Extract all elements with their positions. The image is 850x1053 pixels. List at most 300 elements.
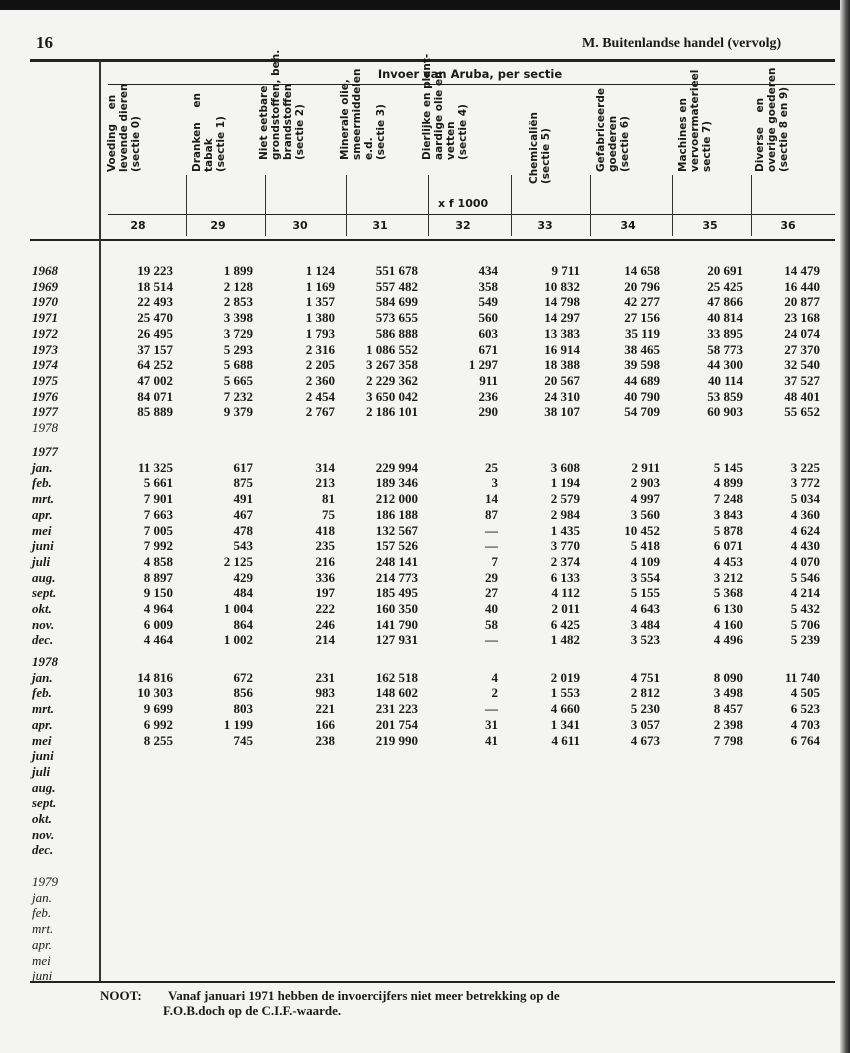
table-cell: 6 133 bbox=[550, 569, 580, 585]
table-cell: 27 156 bbox=[624, 310, 660, 326]
table-cell: 2 205 bbox=[305, 357, 335, 373]
row-label: aug. bbox=[32, 569, 56, 585]
table-cell: 6 992 bbox=[143, 716, 173, 732]
table-cell: 4 160 bbox=[713, 616, 743, 632]
row-label: mei bbox=[32, 952, 51, 968]
table-cell: 26 495 bbox=[137, 325, 173, 341]
table-cell: 551 678 bbox=[375, 263, 418, 278]
table-cell: 58 773 bbox=[707, 341, 743, 357]
table-cell: 11 325 bbox=[137, 459, 173, 475]
row-label: 1974 bbox=[32, 357, 58, 373]
column-number: 34 bbox=[620, 219, 636, 232]
table-cell: 54 709 bbox=[624, 404, 660, 420]
column-number: 30 bbox=[292, 219, 308, 232]
table-cell: 18 514 bbox=[137, 278, 173, 294]
row-label: mei bbox=[32, 732, 52, 748]
table-cell: 4 430 bbox=[790, 538, 820, 554]
table-cell: 9 699 bbox=[143, 701, 173, 717]
row-label: 1973 bbox=[32, 341, 58, 357]
table-cell: 6 009 bbox=[143, 616, 173, 632]
table-cell: 4 464 bbox=[143, 632, 173, 648]
table-cell: 3 523 bbox=[630, 632, 660, 648]
table-cell: 7 232 bbox=[223, 388, 253, 404]
row-label: okt. bbox=[32, 601, 52, 616]
row-label: juni bbox=[32, 538, 54, 554]
table-cell: 236 bbox=[478, 388, 498, 404]
table-cell: 1 793 bbox=[305, 325, 335, 341]
table-cell: 3 498 bbox=[713, 685, 743, 701]
table-cell: 13 383 bbox=[544, 325, 580, 341]
row-label: jan. bbox=[32, 669, 53, 685]
table-cell: 24 310 bbox=[544, 388, 580, 404]
row-label: nov. bbox=[32, 826, 55, 842]
table-cell: 20 691 bbox=[707, 263, 743, 278]
table-cell: 2 984 bbox=[550, 506, 580, 522]
row-label: sept. bbox=[32, 585, 57, 601]
table-cell: 5 368 bbox=[713, 585, 743, 601]
table-cell: 7 248 bbox=[713, 491, 743, 507]
table-cell: 5 688 bbox=[223, 357, 253, 373]
table-cell: 14 798 bbox=[544, 294, 580, 310]
table-cell: 4 964 bbox=[143, 601, 173, 616]
footnote-line-2: F.O.B.doch op de C.I.F.-waarde. bbox=[163, 1003, 342, 1018]
table-super-title: Invoer van Aruba, per sectie bbox=[377, 67, 563, 81]
table-cell: 1 194 bbox=[550, 475, 580, 491]
column-divider bbox=[346, 218, 347, 236]
table-cell: 1 380 bbox=[305, 310, 335, 326]
table-cell: 2 398 bbox=[713, 716, 743, 732]
table-cell: 222 bbox=[315, 601, 335, 616]
table-cell: 2 360 bbox=[305, 372, 335, 388]
row-label: juli bbox=[32, 553, 51, 569]
table-cell: 4 899 bbox=[713, 475, 743, 491]
table-cell: 53 859 bbox=[707, 388, 743, 404]
table-cell: 16 914 bbox=[544, 341, 580, 357]
table-cell: 671 bbox=[478, 341, 498, 357]
column-divider bbox=[751, 218, 752, 236]
table-cell: 8 090 bbox=[713, 669, 743, 685]
column-number: 35 bbox=[702, 219, 718, 232]
table-cell: 5 293 bbox=[223, 341, 253, 357]
year-heading: 1979 bbox=[32, 874, 58, 889]
table-cell: 9 379 bbox=[223, 404, 253, 420]
column-header bbox=[258, 49, 345, 208]
table-cell: 229 994 bbox=[375, 459, 418, 475]
table-cell: 14 816 bbox=[137, 669, 173, 685]
table-cell: 42 277 bbox=[624, 294, 660, 310]
table-cell: 213 bbox=[315, 475, 335, 491]
table-cell: 10 832 bbox=[544, 278, 580, 294]
table-cell: — bbox=[485, 701, 498, 717]
table-cell: 10 452 bbox=[624, 522, 660, 538]
table-cell: 38 107 bbox=[544, 404, 580, 420]
table-cell: 478 bbox=[233, 522, 253, 538]
table-cell: 132 567 bbox=[375, 522, 418, 538]
table-cell: 5 230 bbox=[630, 701, 660, 717]
row-label: feb. bbox=[32, 475, 52, 491]
table-cell: 31 bbox=[485, 716, 498, 732]
table-cell: 35 119 bbox=[624, 325, 660, 341]
column-divider bbox=[428, 218, 429, 236]
table-cell: — bbox=[485, 522, 498, 538]
table-cell: 1 341 bbox=[550, 716, 580, 732]
unit-label: x f 1000 bbox=[438, 197, 489, 210]
column-number: 36 bbox=[780, 219, 796, 232]
table-cell: 235 bbox=[315, 538, 335, 554]
table-cell: 11 740 bbox=[784, 669, 820, 685]
table-cell: 14 bbox=[485, 491, 498, 507]
table-cell: 33 895 bbox=[707, 325, 743, 341]
column-header-label: Machines en vervoermaterieel sectie 7) bbox=[677, 69, 713, 172]
table-cell: 429 bbox=[233, 569, 253, 585]
table-cell: 18 388 bbox=[544, 357, 580, 373]
table-cell: 44 300 bbox=[707, 357, 743, 373]
table-cell: 23 168 bbox=[784, 310, 820, 326]
row-label: 1970 bbox=[32, 294, 58, 310]
scan-top-edge bbox=[0, 0, 850, 10]
table-cell: 3 057 bbox=[630, 716, 660, 732]
table-cell: 27 370 bbox=[784, 341, 820, 357]
scan-right-edge bbox=[840, 0, 850, 1053]
column-divider bbox=[186, 218, 187, 236]
table-cell: 16 440 bbox=[784, 278, 820, 294]
column-number: 29 bbox=[210, 219, 226, 232]
table-cell: 40 814 bbox=[707, 310, 743, 326]
column-number-rule bbox=[30, 239, 835, 241]
table-cell: 39 598 bbox=[624, 357, 660, 373]
table-cell: 2 186 101 bbox=[366, 404, 418, 420]
table-cell: 24 074 bbox=[784, 325, 820, 341]
table-cell: 248 141 bbox=[375, 553, 418, 569]
table-cell: 7 005 bbox=[143, 522, 173, 538]
table-cell: 2 229 362 bbox=[366, 372, 418, 388]
table-cell: 7 901 bbox=[143, 491, 173, 507]
table-cell: 2 767 bbox=[305, 404, 335, 420]
table-cell: 22 493 bbox=[137, 294, 173, 310]
table-cell: 5 878 bbox=[713, 522, 743, 538]
table-cell: 186 188 bbox=[375, 506, 418, 522]
table-cell: 4 496 bbox=[713, 632, 743, 648]
table-cell: 19 223 bbox=[137, 263, 173, 278]
table-cell: 8 457 bbox=[713, 701, 743, 717]
table-cell: 336 bbox=[315, 569, 335, 585]
year-heading: 1978 bbox=[32, 654, 58, 669]
table-cell: 9 150 bbox=[143, 585, 173, 601]
table-cell: 3 770 bbox=[550, 538, 580, 554]
row-label: feb. bbox=[32, 685, 52, 701]
table-cell: 6 071 bbox=[713, 538, 743, 554]
table-cell: 5 145 bbox=[713, 459, 743, 475]
table-cell: 1 899 bbox=[223, 263, 253, 278]
page-title: M. Buitenlandse handel (vervolg) bbox=[582, 36, 782, 51]
table-cell: 214 773 bbox=[375, 569, 418, 585]
table-cell: 983 bbox=[315, 685, 335, 701]
table-cell: 4 751 bbox=[630, 669, 660, 685]
column-divider bbox=[672, 218, 673, 236]
table-cell: 141 790 bbox=[375, 616, 418, 632]
table-cell: 4 bbox=[491, 669, 498, 685]
table-cell: 201 754 bbox=[375, 716, 418, 732]
table-cell: 5 432 bbox=[790, 601, 820, 616]
table-cell: 37 527 bbox=[784, 372, 820, 388]
table-cell: 197 bbox=[315, 585, 335, 601]
table-cell: 603 bbox=[478, 325, 498, 341]
row-label: feb. bbox=[32, 905, 52, 921]
table-cell: 40 790 bbox=[624, 388, 660, 404]
table-cell: 803 bbox=[233, 701, 253, 717]
column-number: 32 bbox=[455, 219, 471, 232]
table-cell: 4 070 bbox=[790, 553, 820, 569]
table-cell: 3 843 bbox=[713, 506, 743, 522]
table-cell: 1 199 bbox=[223, 716, 253, 732]
table-cell: 29 bbox=[485, 569, 498, 585]
table-cell: 5 034 bbox=[790, 491, 820, 507]
column-header-label: Voeding en levende dieren (sectie 0) bbox=[106, 83, 142, 172]
table-cell: 14 658 bbox=[624, 263, 660, 278]
table-cell: 162 518 bbox=[375, 669, 418, 685]
table-cell: 418 bbox=[315, 522, 335, 538]
table-cell: 1 435 bbox=[550, 522, 580, 538]
row-label: nov. bbox=[32, 616, 55, 632]
table-cell: 2 454 bbox=[305, 388, 335, 404]
table-cell: 32 540 bbox=[784, 357, 820, 373]
table-cell: 4 214 bbox=[790, 585, 820, 601]
table-cell: 157 526 bbox=[375, 538, 418, 554]
column-header bbox=[513, 88, 591, 208]
table-cell: 584 699 bbox=[375, 294, 418, 310]
column-divider bbox=[590, 218, 591, 236]
table-cell: 60 903 bbox=[707, 404, 743, 420]
table-cell: 3 267 358 bbox=[366, 357, 418, 373]
table-cell: 2 812 bbox=[630, 685, 660, 701]
row-label: juli bbox=[32, 763, 51, 779]
table-cell: 573 655 bbox=[375, 310, 418, 326]
table-cell: 3 bbox=[491, 475, 498, 491]
column-header-label: Dierlijke en plant- aardige olie en vetten (sectie 4) bbox=[421, 53, 469, 160]
table-cell: 212 000 bbox=[375, 491, 418, 507]
table-cell: 4 997 bbox=[630, 491, 660, 507]
column-header-label: Diverse en overige goederen (sectie 8 en 9) bbox=[754, 67, 790, 172]
table-cell: 6 130 bbox=[713, 601, 743, 616]
row-label: mrt. bbox=[32, 491, 55, 507]
table-cell: 4 505 bbox=[790, 685, 820, 701]
table-cell: 1 297 bbox=[468, 357, 498, 373]
row-label: apr. bbox=[32, 506, 53, 522]
table-cell: 5 155 bbox=[630, 585, 660, 601]
table-cell: 55 652 bbox=[784, 404, 820, 420]
column-header-label: Gefabriceerde goederen (sectie 6) bbox=[595, 88, 631, 172]
table-cell: 2 903 bbox=[630, 475, 660, 491]
table-cell: 1 553 bbox=[550, 685, 580, 701]
row-label: 1978 bbox=[32, 420, 58, 435]
column-header bbox=[421, 53, 508, 208]
table-cell: 6 764 bbox=[790, 732, 820, 748]
table-cell: 5 661 bbox=[143, 475, 173, 491]
table-cell: 148 602 bbox=[375, 685, 418, 701]
column-divider bbox=[265, 218, 266, 236]
table-cell: 87 bbox=[485, 506, 498, 522]
table-cell: 911 bbox=[479, 372, 498, 388]
table-cell: 231 bbox=[315, 669, 335, 685]
table-cell: 127 931 bbox=[375, 632, 418, 648]
table-cell: 484 bbox=[233, 585, 253, 601]
row-label: aug. bbox=[32, 779, 56, 795]
table-cell: 2 125 bbox=[223, 553, 253, 569]
table-cell: 3 225 bbox=[790, 459, 820, 475]
row-label: mrt. bbox=[32, 701, 55, 717]
table-cell: 4 643 bbox=[630, 601, 660, 616]
table-cell: 2 128 bbox=[223, 278, 253, 294]
table-cell: 1 004 bbox=[223, 601, 253, 616]
column-header-label: Chemicaliën (sectie 5) bbox=[528, 112, 552, 184]
row-label: 1971 bbox=[32, 310, 58, 326]
table-cell: 2 011 bbox=[551, 601, 580, 616]
row-label: dec. bbox=[32, 842, 54, 858]
table-cell: 3 212 bbox=[713, 569, 743, 585]
table-cell: 37 157 bbox=[137, 341, 173, 357]
table-cell: 3 484 bbox=[630, 616, 660, 632]
table-cell: 214 bbox=[315, 632, 335, 648]
table-cell: 40 bbox=[485, 601, 498, 616]
table-cell: 1 002 bbox=[223, 632, 253, 648]
table-cell: 491 bbox=[233, 491, 253, 507]
table-cell: 8 897 bbox=[143, 569, 173, 585]
table-cell: 1 357 bbox=[305, 294, 335, 310]
table-cell: 7 992 bbox=[143, 538, 173, 554]
table-cell: 20 567 bbox=[544, 372, 580, 388]
table-cell: 20 877 bbox=[784, 294, 820, 310]
column-number: 31 bbox=[372, 219, 388, 232]
table-cell: 40 114 bbox=[707, 372, 743, 388]
column-header bbox=[339, 68, 426, 208]
footnote-label: NOOT: bbox=[100, 988, 142, 1003]
table-cell: 617 bbox=[233, 459, 253, 475]
table-cell: 7 798 bbox=[713, 732, 743, 748]
table-cell: 25 470 bbox=[137, 310, 173, 326]
table-cell: 81 bbox=[322, 491, 335, 507]
table-cell: 44 689 bbox=[624, 372, 660, 388]
column-header-label: Niet eetbare grondstoffen, beh. brandstoffen (sectie 2) bbox=[258, 49, 306, 160]
footnote-line-1: Vanaf januari 1971 hebben de invoercijfers niet meer betrekking op de bbox=[168, 988, 560, 1003]
row-label: apr. bbox=[32, 716, 53, 732]
table-cell: 2 bbox=[491, 685, 498, 701]
table-cell: 2 579 bbox=[550, 491, 580, 507]
column-header bbox=[592, 88, 670, 208]
table-cell: 25 425 bbox=[707, 278, 743, 294]
row-label: 1976 bbox=[32, 388, 58, 404]
table-cell: 1 124 bbox=[305, 263, 335, 278]
row-label: jan. bbox=[32, 889, 52, 905]
table-cell: 3 729 bbox=[223, 325, 253, 341]
table-cell: 290 bbox=[478, 404, 498, 420]
table-cell: 745 bbox=[233, 732, 253, 748]
table-cell: 6 425 bbox=[550, 616, 580, 632]
table-cell: 4 673 bbox=[630, 732, 660, 748]
table-cell: 216 bbox=[315, 553, 335, 569]
row-label: dec. bbox=[32, 632, 54, 648]
table-cell: — bbox=[485, 632, 498, 648]
table-cell: 6 523 bbox=[790, 701, 820, 717]
table-cell: 5 239 bbox=[790, 632, 820, 648]
column-header bbox=[188, 88, 266, 208]
table-cell: 3 398 bbox=[223, 310, 253, 326]
table-cell: 4 112 bbox=[551, 585, 580, 601]
table-cell: 3 554 bbox=[630, 569, 660, 585]
table-cell: 246 bbox=[315, 616, 335, 632]
table-cell: 1 086 552 bbox=[366, 341, 418, 357]
table-cell: 314 bbox=[315, 459, 335, 475]
header-rule bbox=[108, 214, 835, 215]
row-label: apr. bbox=[32, 936, 52, 952]
column-number: 28 bbox=[130, 219, 146, 232]
table-cell: 5 418 bbox=[630, 538, 660, 554]
table-cell: 4 858 bbox=[143, 553, 173, 569]
table-cell: 7 bbox=[491, 553, 498, 569]
table-cell: 10 303 bbox=[137, 685, 173, 701]
table-bottom-rule bbox=[30, 981, 835, 983]
table-cell: 864 bbox=[233, 616, 253, 632]
row-label: sept. bbox=[32, 795, 57, 811]
table-cell: 2 316 bbox=[305, 341, 335, 357]
table-cell: 231 223 bbox=[375, 701, 418, 717]
table-cell: 358 bbox=[478, 278, 498, 294]
table-cell: 1 169 bbox=[305, 278, 335, 294]
row-label: mei bbox=[32, 522, 52, 538]
column-header bbox=[674, 69, 752, 208]
row-label: 1968 bbox=[32, 263, 58, 278]
table-cell: 875 bbox=[233, 475, 253, 491]
table-cell: 3 560 bbox=[630, 506, 660, 522]
table-cell: 5 706 bbox=[790, 616, 820, 632]
column-header bbox=[103, 83, 181, 208]
table-cell: 4 703 bbox=[790, 716, 820, 732]
table-cell: 3 608 bbox=[550, 459, 580, 475]
table-cell: 3 772 bbox=[790, 475, 820, 491]
table-cell: 560 bbox=[478, 310, 498, 326]
row-label: okt. bbox=[32, 811, 52, 826]
table-cell: 4 109 bbox=[630, 553, 660, 569]
row-label: 1975 bbox=[32, 372, 58, 388]
table-cell: 219 990 bbox=[375, 732, 418, 748]
table-cell: 2 853 bbox=[223, 294, 253, 310]
row-label: juni bbox=[32, 968, 53, 984]
year-heading: 1977 bbox=[32, 444, 58, 459]
table-cell: 4 360 bbox=[790, 506, 820, 522]
table-cell: 166 bbox=[315, 716, 335, 732]
table-cell: 1 482 bbox=[550, 632, 580, 648]
table-cell: 7 663 bbox=[143, 506, 173, 522]
table-cell: 856 bbox=[233, 685, 253, 701]
column-number: 33 bbox=[537, 219, 553, 232]
column-divider bbox=[511, 218, 512, 236]
table-cell: 4 660 bbox=[550, 701, 580, 717]
table-cell: 189 346 bbox=[375, 475, 418, 491]
row-label: 1977 bbox=[32, 404, 58, 420]
table-cell: 2 374 bbox=[550, 553, 580, 569]
table-cell: 14 297 bbox=[544, 310, 580, 326]
column-header bbox=[751, 67, 829, 208]
table-cell: 2 911 bbox=[631, 459, 660, 475]
table-cell: 58 bbox=[485, 616, 498, 632]
table-cell: 64 252 bbox=[137, 357, 173, 373]
table-cell: 9 711 bbox=[551, 263, 580, 278]
table-cell: 14 479 bbox=[784, 263, 820, 278]
column-header-label: Dranken en tabak (sectie 1) bbox=[191, 93, 227, 172]
table-cell: 4 624 bbox=[790, 522, 820, 538]
table-cell: 2 019 bbox=[550, 669, 580, 685]
table-cell: 47 866 bbox=[707, 294, 743, 310]
row-label: 1972 bbox=[32, 325, 58, 341]
